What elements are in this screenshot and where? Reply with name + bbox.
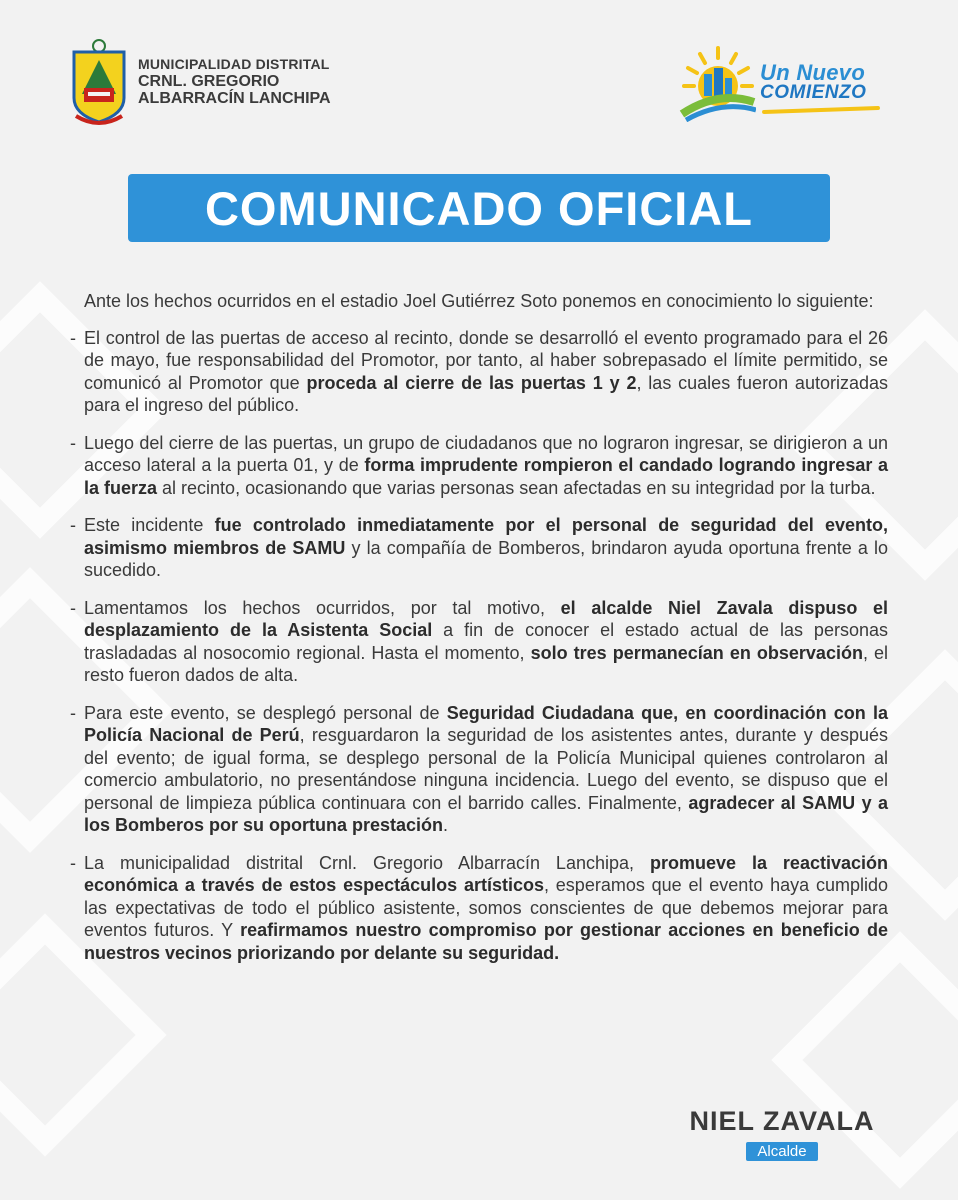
brand-underline xyxy=(762,106,880,114)
emphasis-text: reafirmamos nuestro compromiso por gestionar acciones en beneficio de nuestros vecinos priorizando por delante su seguridad. xyxy=(84,920,888,963)
signature-block xyxy=(682,1106,882,1161)
item-text: al recinto, ocasionando que varias personas sean afectadas en su integridad por la turba. xyxy=(157,477,876,498)
bullet-dash: - xyxy=(70,515,76,535)
statement-item xyxy=(70,702,888,837)
statement-item xyxy=(70,514,888,582)
item-text: , esperamos que el evento haya cumplido las expectativas de todo el público asistente, somos conscientes de que debemos mejorar para eventos futuros. Y xyxy=(84,875,888,940)
emphasis-text: fue controlado inmediatamente por el personal de seguridad del evento, asimismo miembros de SAMU xyxy=(84,515,889,558)
item-text: a fin de conocer el estado actual de las personas trasladadas al nosocomio regional. Hasta el momento, xyxy=(84,620,888,663)
item-text: El control de las puertas de acceso al recinto, donde se desarrolló el evento programado para el 26 de mayo, fue responsabilidad del Promotor, por tanto, al haber sobrepasado el límite permitido, se comunicó al Promotor que xyxy=(84,327,888,393)
signature-name: NIEL ZAVALA xyxy=(689,1106,875,1136)
item-text: , resguardaron la seguridad de los asistentes antes, durante y después del evento; de igual forma, se desplego personal de la Policía Municipal quienes controlaron al comercio ambulatorio, no presentándose ninguna incidencia. Luego del evento, se dispuso que el personal de limpieza pública continuara con el barrido calles. Finalmente, xyxy=(84,725,889,813)
sun-city-icon xyxy=(678,42,756,122)
bullet-dash: - xyxy=(70,327,76,348)
item-text: Lamentamos los hechos ocurridos, por tal motivo, xyxy=(84,597,561,618)
item-text: La municipalidad distrital Crnl. Gregorio Albarracín Lanchipa, xyxy=(84,852,650,873)
emphasis-text: agradecer al SAMU y a los Bomberos por su oportuna prestación xyxy=(84,792,888,835)
emphasis-text: el alcalde Niel Zavala dispuso el desplazamiento de la Asistenta Social xyxy=(84,597,888,640)
header xyxy=(70,38,888,128)
bullet-dash: - xyxy=(70,597,76,618)
municipality-line1: MUNICIPALIDAD DISTRITAL xyxy=(138,56,330,72)
statement-item xyxy=(70,852,888,965)
title-banner xyxy=(128,174,830,242)
intro-paragraph: Ante los hechos ocurridos en el estadio Joel Gutiérrez Soto ponemos en conocimiento lo siguiente: xyxy=(84,291,874,311)
bullet-dash: - xyxy=(70,432,76,453)
item-text: , el resto fueron dados de alta. xyxy=(84,642,889,685)
item-text: Este incidente xyxy=(84,515,215,535)
bullet-dash: - xyxy=(70,702,76,723)
emphasis-text: forma imprudente rompieron el candado logrando ingresar a la fuerza xyxy=(84,455,889,498)
emphasis-text: proceda al cierre de las puertas 1 y 2 xyxy=(306,372,637,393)
item-text: Para este evento, se desplegó personal de xyxy=(84,702,447,723)
brand-text-line2: COMIENZO xyxy=(760,82,867,103)
item-text: , las cuales fueron autorizadas para el ingreso del público. xyxy=(84,372,888,415)
municipal-crest-logo xyxy=(70,38,128,126)
page-title: COMUNICADO OFICIAL xyxy=(204,181,753,235)
statement-item xyxy=(70,597,888,687)
municipality-line3: ALBARRACÍN LANCHIPA xyxy=(138,90,331,107)
statement-item xyxy=(70,327,888,417)
municipality-name xyxy=(138,56,331,107)
item-text: Luego del cierre de las puertas, un grupo de ciudadanos que no lograron ingresar, se dirigieron a un acceso lateral a la puerta 01, y de xyxy=(84,432,888,475)
statement-items xyxy=(70,327,888,965)
bullet-dash: - xyxy=(70,852,76,873)
emphasis-text: solo tres permanecían en observación xyxy=(530,642,863,663)
signature-role-badge: Alcalde xyxy=(746,1142,817,1161)
brand-logo xyxy=(678,42,888,122)
statement-body xyxy=(70,290,888,979)
emphasis-text: promueve la reactivación económica a través de estos espectáculos artísticos xyxy=(84,852,888,895)
statement-item xyxy=(70,432,888,500)
item-text: y la compañía de Bomberos, brindaron ayuda oportuna frente a lo sucedido. xyxy=(84,537,888,580)
item-text: . xyxy=(443,815,449,835)
municipality-line2: CRNL. GREGORIO xyxy=(138,73,280,90)
brand-text-line1: Un Nuevo xyxy=(760,60,866,85)
emphasis-text: Seguridad Ciudadana que, en coordinación con la Policía Nacional de Perú xyxy=(84,702,888,745)
